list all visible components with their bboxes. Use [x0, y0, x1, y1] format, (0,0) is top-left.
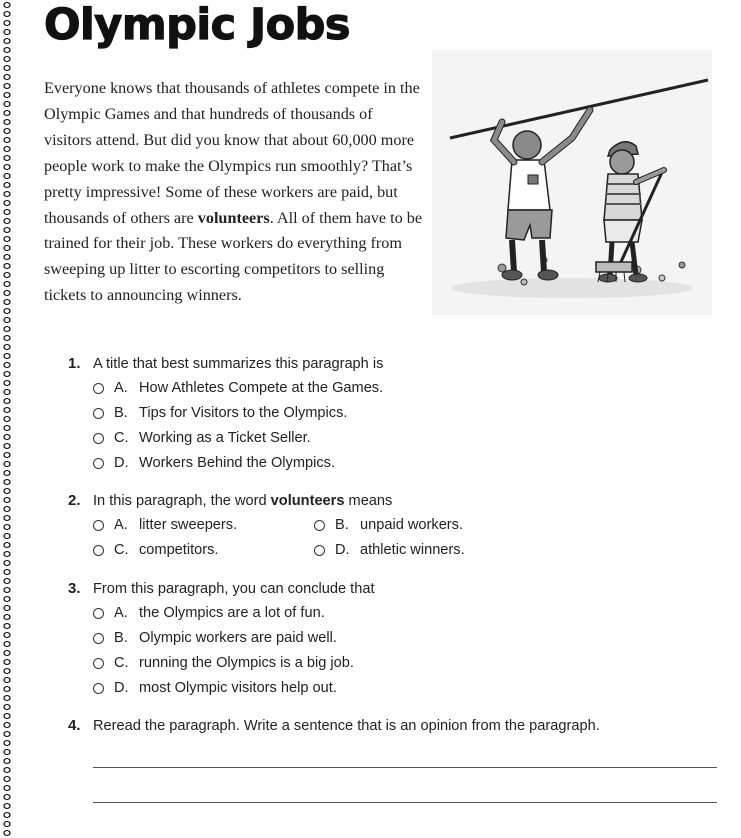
- question-number: 2.: [68, 492, 81, 509]
- q2-option-a[interactable]: A. litter sweepers.: [93, 517, 237, 533]
- answer-writing-line[interactable]: [93, 767, 717, 768]
- answer-bubble[interactable]: [93, 520, 104, 531]
- question-number: 4.: [68, 717, 81, 734]
- q3-option-d[interactable]: D. most Olympic visitors help out.: [93, 680, 337, 696]
- answer-writing-line[interactable]: [93, 802, 717, 803]
- q3-option-c[interactable]: C. running the Olympics is a big job.: [93, 655, 354, 671]
- answer-bubble[interactable]: [93, 383, 104, 394]
- passage-text-end: . All of them have to be trained for their job. These workers do everything from sweeping up litter to escorting competitors to selling tickets to announcing winners.: [44, 208, 423, 305]
- page-title: Olympic Jobs: [44, 0, 351, 50]
- question-prompt: From this paragraph, you can conclude that: [93, 581, 375, 597]
- answer-bubble[interactable]: [93, 683, 104, 694]
- answer-bubble[interactable]: [314, 545, 325, 556]
- question-number: 3.: [68, 580, 81, 597]
- answer-bubble[interactable]: [93, 633, 104, 644]
- volunteers-illustration: [432, 50, 712, 315]
- q1-option-b[interactable]: B. Tips for Visitors to the Olympics.: [93, 405, 347, 421]
- vocab-word: volunteers: [197, 208, 270, 227]
- reading-passage: [44, 76, 424, 309]
- q2-option-b[interactable]: B. unpaid workers.: [314, 517, 463, 533]
- question-number: 1.: [68, 355, 81, 372]
- passage-text-start: Everyone knows that thousands of athletes compete in the Olympic Games and that hundreds of thousands of visitors attend. But did you know that about 60,000 more people work to make the Olympics run smoothly? That’s pretty impressive! Some of these workers are paid, but thousands of others are: [44, 79, 420, 227]
- vocab-word: volunteers: [270, 493, 345, 509]
- q2-option-c[interactable]: C. competitors.: [93, 542, 218, 558]
- answer-bubble[interactable]: [93, 658, 104, 669]
- q1-option-a[interactable]: A. How Athletes Compete at the Games.: [93, 380, 383, 396]
- answer-bubble[interactable]: [93, 408, 104, 419]
- question-1: [68, 355, 383, 372]
- q3-option-b[interactable]: B. Olympic workers are paid well.: [93, 630, 337, 646]
- answer-bubble[interactable]: [93, 458, 104, 469]
- question-prompt: A title that best summarizes this paragraph is: [93, 356, 384, 372]
- answer-bubble[interactable]: [93, 433, 104, 444]
- question-4: [68, 717, 600, 734]
- question-prompt: Reread the paragraph. Write a sentence that is an opinion from the paragraph.: [93, 718, 600, 734]
- answer-bubble[interactable]: [93, 608, 104, 619]
- q1-option-d[interactable]: D. Workers Behind the Olympics.: [93, 455, 335, 471]
- q3-option-a[interactable]: A. the Olympics are a lot of fun.: [93, 605, 325, 621]
- answer-bubble[interactable]: [314, 520, 325, 531]
- answer-bubble[interactable]: [93, 545, 104, 556]
- q2-option-d[interactable]: D. athletic winners.: [314, 542, 465, 558]
- q1-option-c[interactable]: C. Working as a Ticket Seller.: [93, 430, 311, 446]
- decorative-chain-border: [0, 0, 16, 838]
- question-2: 2. In this paragraph, the word volunteers means: [68, 492, 393, 509]
- question-3: [68, 580, 375, 597]
